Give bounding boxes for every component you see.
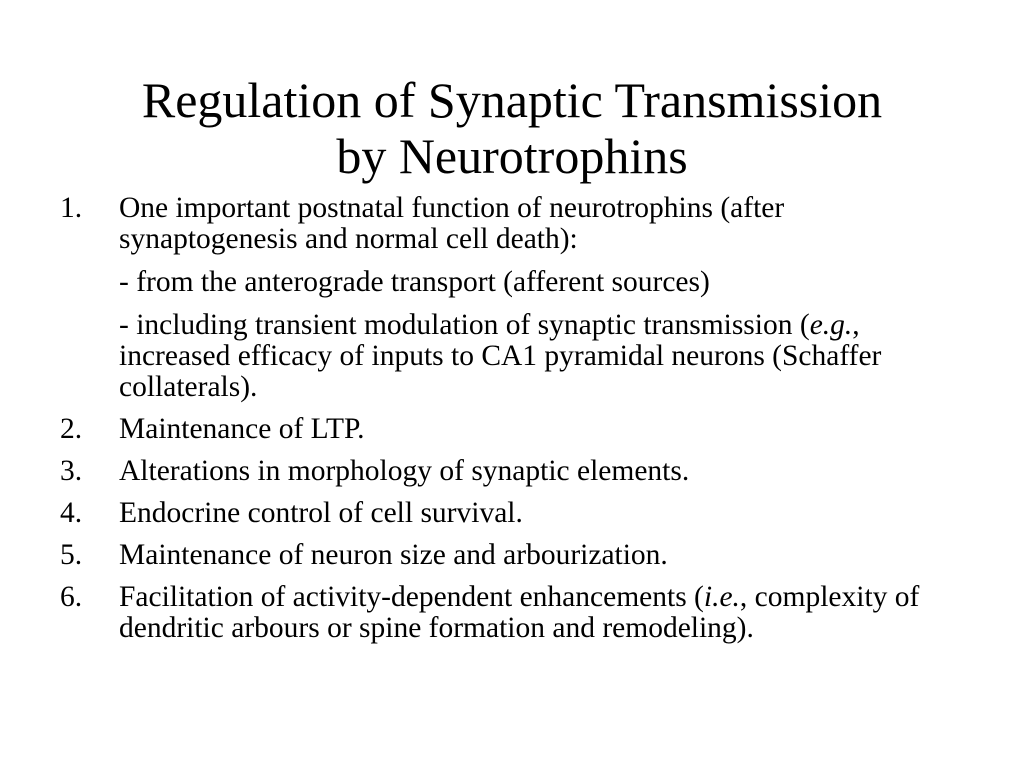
- list-item-text: Maintenance of neuron size and arbourization.: [119, 539, 668, 571]
- list-item-6: [60, 582, 960, 644]
- sub-point-text: , increased efficacy of inputs to CA1 pyramidal neurons (Schaffer collaterals).: [119, 309, 882, 403]
- sub-point-anterograde: - from the anterograde transport (afferent sources): [119, 266, 710, 298]
- list-item-5: [60, 540, 960, 571]
- list-item-text: One important postnatal function of neurotrophins (after synaptogenesis and normal cell death):: [119, 192, 785, 255]
- italic-abbreviation: e.g.: [809, 309, 853, 341]
- list-item-text-part: Facilitation of activity-dependent enhancements (: [119, 581, 704, 613]
- italic-abbreviation: i.e.: [703, 581, 740, 613]
- list-item-text: [119, 582, 960, 644]
- list-item-text: Endocrine control of cell survival.: [119, 497, 523, 529]
- list-item-1: [60, 193, 960, 403]
- list-item-2: [60, 414, 960, 445]
- list-item-text: Maintenance of LTP.: [119, 413, 365, 445]
- sub-point-text: - including transient modulation of synaptic transmission (: [119, 309, 810, 341]
- list-number: 2.: [60, 413, 83, 445]
- list-number: 6.: [60, 581, 83, 613]
- list-number: 4.: [60, 497, 83, 529]
- slide-title-line-1: Regulation of Synaptic Transmission: [141, 72, 883, 128]
- list-number: 1.: [60, 192, 83, 224]
- list-item-text: Alterations in morphology of synaptic elements.: [119, 455, 690, 487]
- sub-point-modulation: [119, 310, 960, 403]
- list-number: 5.: [60, 539, 83, 571]
- slide-title-line-2: by Neurotrophins: [336, 128, 688, 184]
- list-item-text-part: , complexity of dendritic arbours or spine formation and remodeling).: [119, 581, 920, 644]
- slide-title: [0, 72, 1024, 184]
- list-number: 3.: [60, 455, 83, 487]
- list-item-3: [60, 456, 960, 487]
- list-item-4: [60, 498, 960, 529]
- slide-body: [60, 193, 960, 644]
